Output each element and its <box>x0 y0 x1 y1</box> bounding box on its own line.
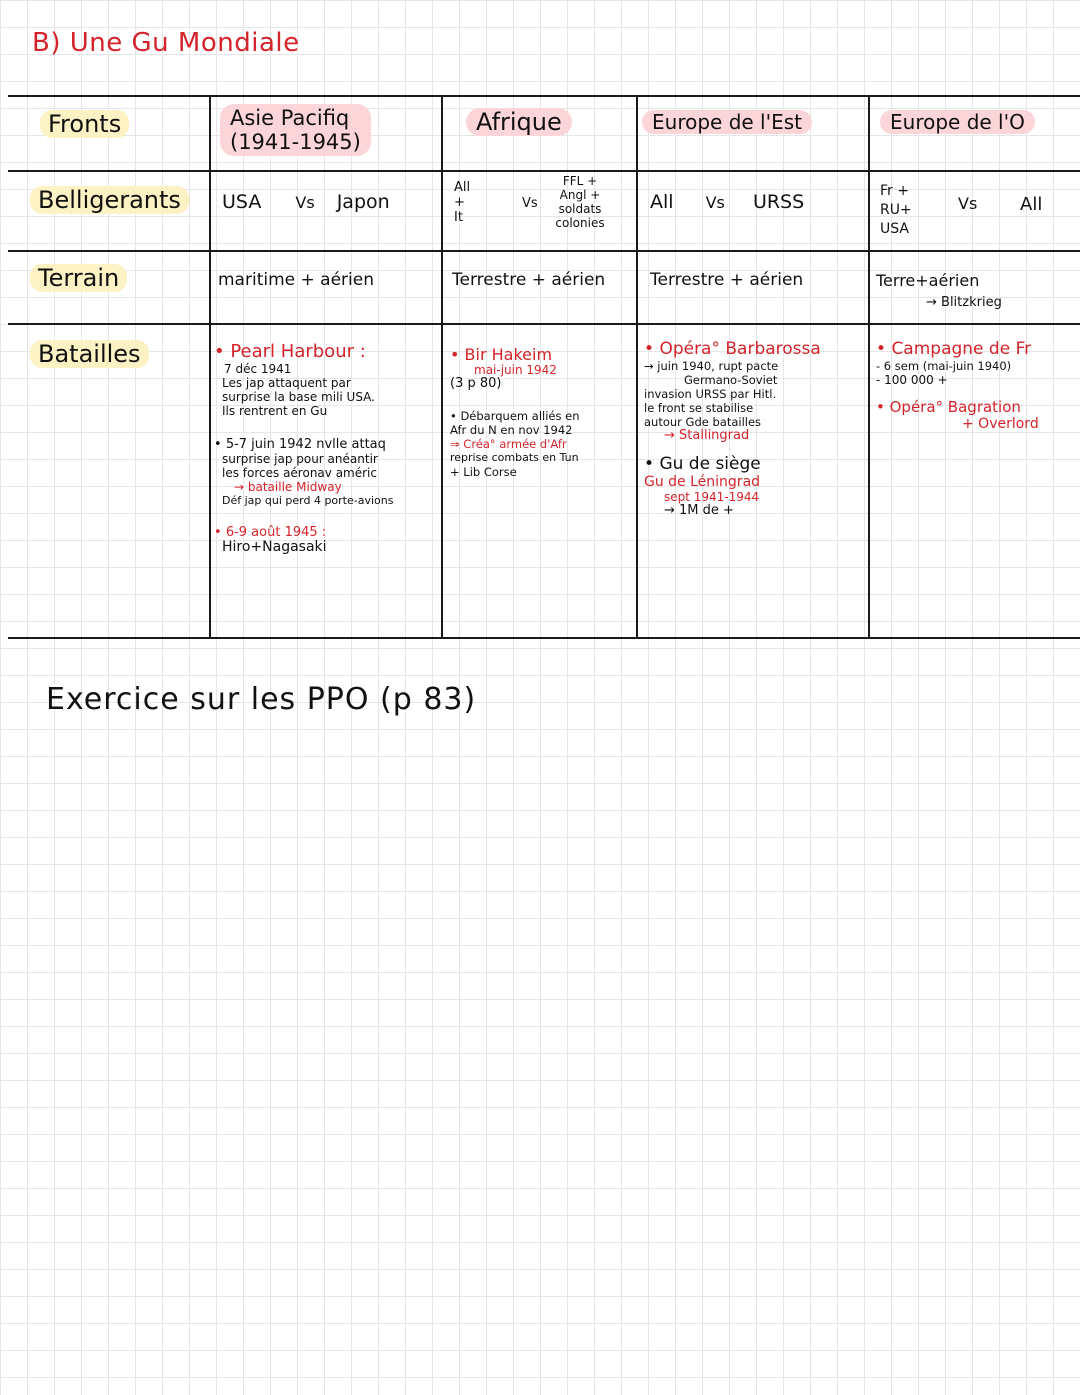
batailles-asie: • Pearl Harbour : 7 déc 1941 Les jap attaquent par surprise la base mili USA. Ils rentrent en Gu • 5-7 juin 1942 nvlle attaq surprise jap pour anéantir les forces aéronav améric → bataille Midway Déf jap qui perd 4 porte-avions • 6-9 août 1945 : Hiro+Nagasaki <box>214 342 440 554</box>
row-label-batailles: Batailles <box>30 340 149 368</box>
hiroshima-date: • 6-9 août 1945 : <box>214 525 327 540</box>
terrain-asie: maritime + aérien <box>218 270 374 290</box>
col-divider-4 <box>868 96 870 638</box>
debarquement-text: • Débarquem alliés en <box>450 409 580 423</box>
bir-hakeim-title: • Bir Hakeim <box>450 345 553 364</box>
row-label-fronts: Fronts <box>40 110 129 138</box>
belligerants-afrique-axis: All + It <box>454 180 471 225</box>
table-top-border <box>8 95 1080 97</box>
row-label-belligerants: Belligerants <box>30 186 189 214</box>
belligerants-asie: USA Vs Japon <box>222 191 390 213</box>
exercise-note: Exercice sur les PPO (p 83) <box>46 682 477 717</box>
terrain-afrique: Terrestre + aérien <box>452 270 606 290</box>
terrain-est: Terrestre + aérien <box>650 270 804 290</box>
col-divider-2 <box>441 96 443 638</box>
terrain-ouest: Terre+aérien → Blitzkrieg <box>876 271 1002 310</box>
section-title: B) Une Gu Mondiale <box>32 28 300 58</box>
col-divider-3 <box>636 96 638 638</box>
col-divider-1 <box>209 96 211 638</box>
batailles-est: • Opéra° Barbarossa → juin 1940, rupt pacte Germano-Soviet invasion URSS par Hitl. le front se stabilise autour Gde batailles → Stallingrad • Gu de siège Gu de Léningrad sept 1941-1944 → 1M de + <box>644 340 868 518</box>
front-asie: Asie Pacifiq (1941-1945) <box>220 104 371 156</box>
belligerants-ouest-axis: All <box>1020 194 1043 215</box>
belligerants-afrique-allies: FFL + Angl + soldats colonies <box>555 174 605 230</box>
belligerants-afrique-vs: Vs <box>522 196 538 211</box>
midway-text: • 5-7 juin 1942 nvlle attaq <box>214 437 386 452</box>
row-divider-1 <box>8 170 1080 172</box>
batailles-ouest: • Campagne de Fr - 6 sem (mai-juin 1940) - 100 000 + • Opéra° Bagration + Overlord <box>876 340 1076 432</box>
bagration-title: • Opéra° Bagration <box>876 398 1021 416</box>
barbarossa-title: • Opéra° Barbarossa <box>644 339 821 359</box>
belligerants-ouest-vs: Vs <box>958 194 978 213</box>
row-divider-3 <box>8 323 1080 325</box>
row-label-terrain: Terrain <box>30 264 127 292</box>
siege-title: • Gu de siège <box>644 454 761 474</box>
front-europe-est: Europe de l'Est <box>642 110 812 134</box>
front-europe-ouest: Europe de l'O <box>880 110 1035 134</box>
belligerants-ouest-allies: Fr + RU+ USA <box>880 183 912 237</box>
row-divider-2 <box>8 250 1080 252</box>
front-afrique: Afrique <box>466 108 572 136</box>
belligerants-est: All Vs URSS <box>650 191 805 213</box>
batailles-afrique: • Bir Hakeim mai-juin 1942 (3 p 80) • Débarquem alliés en Afr du N en nov 1942 ⇒ Créa° armée d'Afr reprise combats en Tun + Lib Corse <box>450 346 636 479</box>
campagne-france-title: • Campagne de Fr <box>876 339 1032 359</box>
table-bottom-border <box>8 637 1080 639</box>
pearl-harbour-title: • Pearl Harbour : <box>214 341 366 362</box>
